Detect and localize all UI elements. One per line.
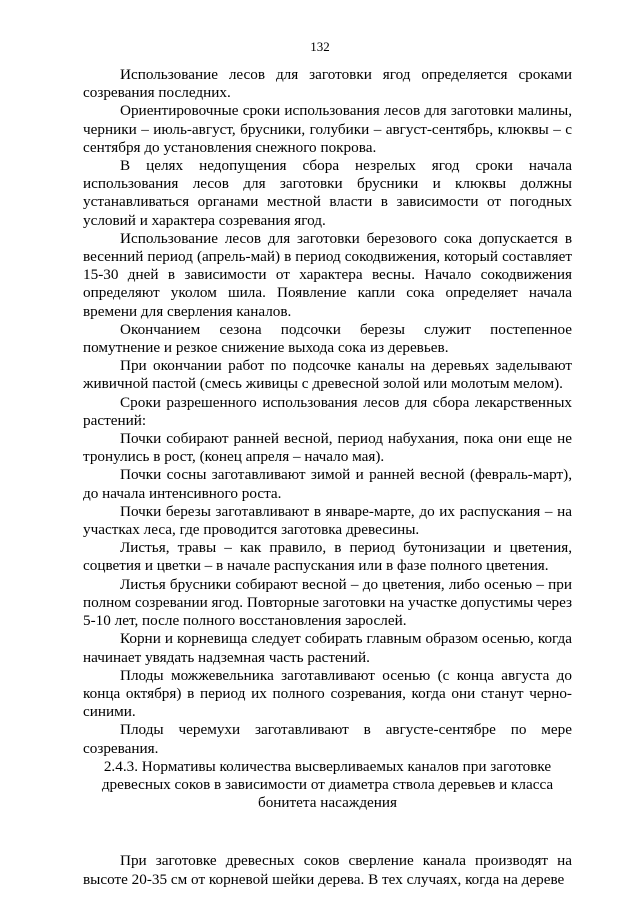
body-text xyxy=(83,66,572,889)
paragraph: Почки сосны заготавливают зимой и ранней весной (февраль-март), до начала интенсивного роста. xyxy=(83,466,572,502)
paragraph: Плоды черемухи заготавливают в августе-сентябре по мере созревания. xyxy=(83,721,572,757)
paragraph: Окончанием сезона подсочки березы служит постепенное помутнение и резкое снижение выхода сока из деревьев. xyxy=(83,320,572,357)
paragraph: Использование лесов для заготовки березового сока допускается в весенний период (апрель-май) в период сокодвижения, который составляет 15-30 дней в зависимости от характера весны. Начало сокодвижения определяют уколом шила. Появление капли сока определяет начала времени для сверления каналов. xyxy=(83,229,572,320)
paragraph: При окончании работ по подсочке каналы на деревьях заделывают живичной пастой (смесь живицы с древесной золой или молотым мелом). xyxy=(83,357,572,393)
paragraph: Листья, травы – как правило, в период бутонизации и цветения, соцветия и цветки – в начале распускания или в фазе полного цветения. xyxy=(83,539,572,575)
paragraph: Почки березы заготавливают в январе-марте, до их распускания – на участках леса, где проводится заготовка древесины. xyxy=(83,502,572,539)
paragraph: Корни и корневища следует собирать главным образом осенью, когда начинает увядать надземная часть растений. xyxy=(83,630,572,666)
closing-paragraph: При заготовке древесных соков сверление канала производят на высоте 20-35 см от корневой шейки дерева. В тех случаях, когда на дереве xyxy=(83,852,572,888)
page-number: 132 xyxy=(310,39,330,54)
paragraph: Использование лесов для заготовки ягод определяется сроками созревания последних. xyxy=(83,66,572,102)
paragraph: Ориентировочные сроки использования лесов для заготовки малины, черники – июль-август, брусники, голубики – август-сентябрь, клюквы – с сентября до установления снежного покрова. xyxy=(83,102,572,156)
paragraph: Листья брусники собирают весной – до цветения, либо осенью – при полном созревании ягод. Повторные заготовки на участке допустимы через 5-10 лет, после полного восстановления зарослей. xyxy=(83,575,572,630)
paragraph: Сроки разрешенного использования лесов для сбора лекарственных растений: xyxy=(83,393,572,429)
paragraph: Почки собирают ранней весной, период набухания, пока они еще не тронулись в рост, (конец апреля – начало мая). xyxy=(83,430,572,466)
paragraph: Плоды можжевельника заготавливают осенью (с конца августа до конца октября) в период их полного созревания, когда они станут черно-синими. xyxy=(83,666,572,721)
paragraph: В целях недопущения сбора незрелых ягод сроки начала использования лесов для заготовки брусники и клюквы должны устанавливаться органами местной власти в зависимости от погодных условий и характера созревания ягод. xyxy=(83,157,572,229)
section-heading: 2.4.3. Нормативы количества высверливаемых каналов при заготовке древесных соков в зависимости от диаметра ствола деревьев и класса бонитета насаждения xyxy=(101,757,554,812)
